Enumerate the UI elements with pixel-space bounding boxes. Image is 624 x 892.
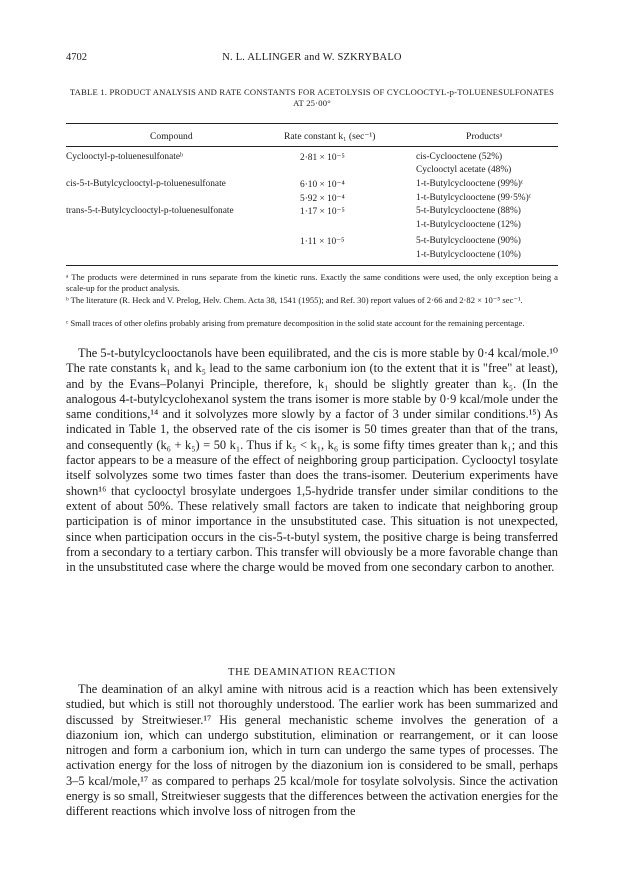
page-number: 4702 [66, 52, 87, 63]
table-cell-rate: 5·92 × 10⁻⁴ [300, 194, 345, 204]
table-cell-product: 5-t-Butylcyclooctene (90%) [416, 236, 521, 246]
table-cell-product: 1-t-Butylcyclooctene (10%) [416, 250, 521, 260]
table-cell-product: 5-t-Butylcyclooctene (88%) [416, 206, 521, 216]
table-cell-compound: trans-5-t-Butylcyclooctyl-p-toluenesulfonate [66, 206, 234, 216]
table-caption-line-1: TABLE 1. PRODUCT ANALYSIS AND RATE CONSTANTS FOR ACETOLYSIS OF CYCLOOCTYL-p-TOLUENESULFONATES [69, 87, 555, 97]
table-caption [66, 87, 558, 109]
table-cell-compound: Cyclooctyl-p-toluenesulfonateᵇ [66, 152, 183, 162]
body-paragraph-1 [66, 346, 558, 575]
table-cell-product: Cyclooctyl acetate (48%) [416, 165, 512, 175]
table-footnote-b: ᵇ The literature (R. Heck and V. Prelog, Helv. Chem. Acta 38, 1541 (1955); and Ref. 30) report values of 2·66 and 2·82 × 10⁻⁵ sec⁻¹. [66, 295, 523, 305]
paragraph-text: The deamination of an alkyl amine with nitrous acid is a reaction which has been extensively studied, but which is still not thoroughly understood. The earlier work has been summarized and discussed by Streitwieser.¹⁷ His general mechanistic scheme involves the generation of a diazonium ion, which can undergo substitution, elimination or rearrangement, or it can loose nitrogen and form a carbonium ion, which in turn can undergo the same types of processes. The activation energy for the loss of nitrogen by the diazonium ion is considered to be small, perhaps 3–5 kcal/mole,¹⁷ as compared to perhaps 25 kcal/mole for tosylate solvolysis. Since the activation energy is so small, Streitwieser suggests that the differences between the activation energies for the different reactions which involve loss of nitrogen from the [66, 682, 558, 819]
body-paragraph-2 [66, 682, 558, 820]
table-caption-line-2: AT 25·00° [293, 98, 331, 108]
table-top-rule [66, 123, 558, 124]
table-cell-rate: 6·10 × 10⁻⁴ [300, 180, 345, 190]
table-cell-compound: cis-5-t-Butylcyclooctyl-p-toluenesulfonate [66, 179, 226, 189]
table-cell-rate: 1·17 × 10⁻⁵ [300, 207, 345, 217]
table-cell-rate: 1·11 × 10⁻⁵ [300, 237, 345, 247]
section-heading: THE DEAMINATION REACTION [228, 667, 396, 678]
table-bottom-rule [66, 265, 558, 266]
running-head [66, 52, 558, 66]
column-header-rate: Rate constant k₁ (sec⁻¹) [284, 131, 376, 142]
table-footnote-c: ᶜ Small traces of other olefins probably arising from premature decomposition in the solid state account for the remaining percentage. [66, 318, 525, 328]
paragraph-text: The 5-t-butylcyclooctanols have been equilibrated, and the cis is more stable by 0·4 kcal/mole.¹⁰ The rate constants k₁ and k₅ lead to the same carbonium ion (to the extent that it is "free" at least), and by the Evans–Polanyi Principle, therefore, k₁ should be slightly greater than k₅. (In the analogous 4-t-butylcyclohexanol system the trans isomer is more stable by 0·9 kcal/mole under the same conditions,¹⁴ and it solvolyzes more slowly by a factor of 3 under similar conditions.¹⁵) As indicated in Table 1, the observed rate of the cis isomer is 50 times greater than that of the trans, and consequently (k₆ + k₅) = 50 k₁. Thus if k₅ < k₁, k₆ is some fifty times greater than k₁; and this factor appears to be a measure of the effect of neighboring group participation. Cyclooctyl tosylate itself solvolyzes some two times faster than does the trans-isomer. Deuterium experiments have shown¹⁶ that cyclooctyl brosylate undergoes 1,5-hydride transfer under similar conditions to the extent of about 50%. These relatively small factors are taken to indicate that neighboring group participation is of minor importance in the unsubstituted case. This situation is not unexpected, since when participation occurs in the cis-5-t-butyl system, the positive charge is being transferred from a secondary to a tertiary carbon. This transfer will obviously be a more favorable change than in the unsubstituted case where the charge would be moved from one secondary carbon to another. [66, 346, 558, 575]
table-cell-product: cis-Cyclooctene (52%) [416, 152, 503, 162]
column-header-products: Productsᵃ [466, 131, 503, 142]
table-cell-product: 1-t-Butylcyclooctene (12%) [416, 220, 521, 230]
table-cell-product: 1-t-Butylcyclooctene (99%)ᶜ [416, 179, 524, 189]
author-line: N. L. ALLINGER and W. SZKRYBALO [222, 52, 402, 63]
table-header-rule [66, 146, 558, 147]
table-cell-product: 1-t-Butylcyclooctene (99·5%)ᶜ [416, 193, 532, 203]
table-cell-rate: 2·81 × 10⁻⁵ [300, 153, 345, 163]
column-header-compound: Compound [150, 131, 193, 142]
table-footnote-a: ᵃ The products were determined in runs separate from the kinetic runs. Exactly the same conditions were used, the only exception being a scale-up for the product analysis. [66, 272, 558, 294]
